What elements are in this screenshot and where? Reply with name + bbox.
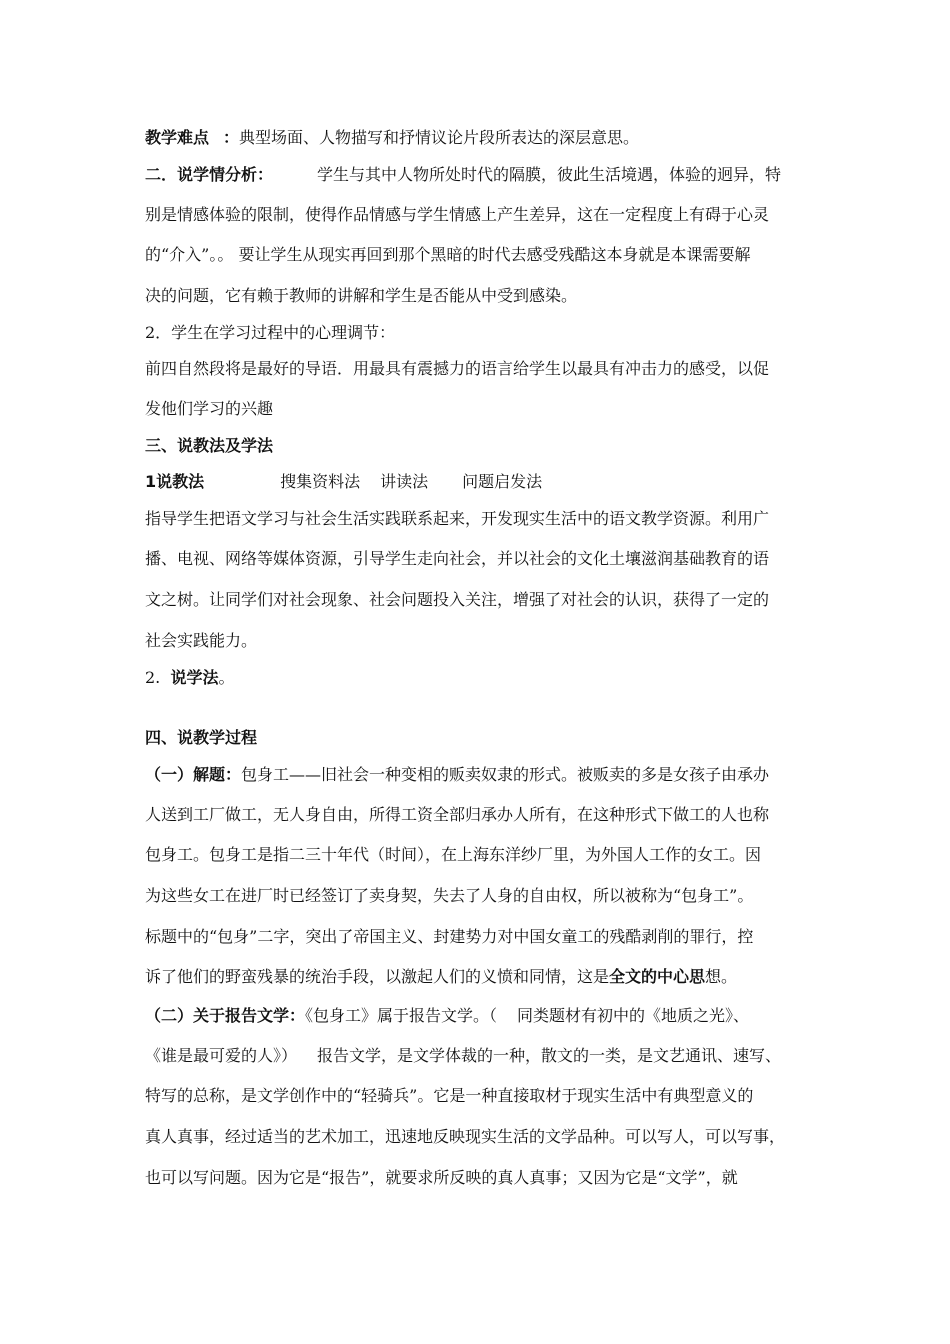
paragraph-text: 诉了他们的野蛮残暴的统治手段，以激起人们的义愤和同情，这是 [145,967,610,986]
paragraph-line [145,1126,810,1148]
paragraph-line [145,1167,810,1189]
label-colon: ： [223,128,240,147]
paragraph-line [145,804,810,826]
section-heading-learning-analysis: 二．说学情分析： [145,165,274,184]
paragraph-line [145,926,810,948]
paragraph-line [145,398,810,420]
teaching-method-label: 1说教法 [145,472,205,491]
paragraph-line [145,285,810,307]
paragraph-text: 文之树。让同学们对社会现象、社会问题投入关注，增强了对社会的认识，获得了一定的 [145,590,770,609]
paragraph-text: 为这些女工在进厂时已经签订了卖身契，失去了人身的自由权，所以被称为“包身工”。 [145,886,754,905]
paragraph-line [145,548,810,570]
paragraph-line [145,589,810,611]
paragraph-line [145,885,810,907]
central-idea-bold: 全文的中心思 [609,967,706,986]
teaching-difficulty-text: 典型场面、人物描写和抒情议论片段所表达的深层意思。 [239,128,640,147]
paragraph-line [145,322,810,344]
paragraph-text: 同类题材有初中的《地质之光》、 [517,1006,750,1025]
paragraph-text: 《谁是最可爱的人》） [145,1046,298,1065]
paragraph-line [145,204,810,226]
trailing-mark: 。 [218,668,235,687]
paragraph-text: 《包身工》属于报告文学。（ [305,1006,498,1025]
paragraph-text: 真人真事，经过适当的艺术加工，迅速地反映现实生活的文学品种。可以写人，可以写事， [145,1127,786,1146]
paragraph-text: 特写的总称，是文学创作中的“轻骑兵”。它是一种直接取材于现实生活中有典型意义的 [145,1086,754,1105]
paragraph-line [145,1085,810,1107]
paragraph-text: 报告文学，是文学体裁的一种，散文的一类，是文艺通讯、速写、 [317,1046,782,1065]
paragraph-text: 2．学生在学习过程中的心理调节： [145,323,396,342]
title-explanation-line [145,764,810,786]
paragraph-text: 包身工。包身工是指二三十年代（时间），在上海东洋纱厂里，为外国人工作的女工。因 [145,845,762,864]
section-heading-text: 三、说教法及学法 [145,436,274,455]
learning-analysis-line [145,164,810,186]
paragraph-line [145,508,810,530]
paragraph-line [145,630,810,652]
paragraph-line [145,244,810,266]
paragraph-text: 人送到工厂做工，无人身自由，所得工资全部归承办人所有，在这种形式下做工的人也称 [145,805,770,824]
paragraph-text: 播、电视、网络等媒体资源，引导学生走向社会，并以社会的文化土壤滋润基础教育的语 [145,549,770,568]
central-idea-line [145,966,810,988]
paragraph-text: 标题中的“包身”二字，突出了帝国主义、封建势力对中国女童工的残酷剥削的罪行，控 [145,927,754,946]
method-item: 问题启发法 [462,472,543,491]
subsection-label-reportage: （二）关于报告文学： [145,1006,306,1025]
teaching-difficulty-line [145,127,810,149]
teaching-methods-line [145,471,810,493]
paragraph-text: 也可以写问题。因为它是“报告”，就要求所反映的真人真事；又因为它是“文学”，就 [145,1168,738,1187]
subsection-label-title: （一）解题： [145,765,242,784]
teaching-difficulty-label: 教学难点 [145,128,210,147]
section-heading-text: 四、说教学过程 [145,728,258,747]
paragraph-text: 别是情感体验的限制，使得作品情感与学生情感上产生差异，这在一定程度上有碍于心灵 [145,205,770,224]
paragraph-line [145,358,810,380]
method-item: 搜集资料法 [280,472,361,491]
paragraph-text: 学生与其中人物所处时代的隔膜，彼此生活境遇，体验的迥异，特 [317,165,782,184]
paragraph-text-end: 想。 [705,967,738,986]
paragraph-text: 前四自然段将是最好的导语．用最具有震撼力的语言给学生以最具有冲击力的感受，以促 [145,359,770,378]
paragraph-text: 发他们学习的兴趣 [145,399,274,418]
learning-method-label: 说学法 [170,668,219,687]
paragraph-line [145,844,810,866]
paragraph-text: 社会实践能力。 [145,631,258,650]
method-item: 讲读法 [380,472,429,491]
paragraph-text: 的“介入”。。 要让学生从现实再回到那个黑暗的时代去感受残酷这本身就是本课需要解 [145,245,751,264]
list-number: 2. [145,668,161,687]
paragraph-text: 包身工——旧社会一种变相的贩卖奴隶的形式。被贩卖的多是女孩子由承办 [241,765,770,784]
paragraph-text: 指导学生把语文学习与社会生活实践联系起来，开发现实生活中的语文教学资源。利用广 [145,509,770,528]
learning-method-line [145,667,810,689]
paragraph-line [145,1045,810,1067]
section-heading-methods [145,435,810,457]
section-heading-process [145,727,810,749]
paragraph-text: 决的问题，它有赖于教师的讲解和学生是否能从中受到感染。 [145,286,578,305]
reportage-line [145,1005,810,1027]
